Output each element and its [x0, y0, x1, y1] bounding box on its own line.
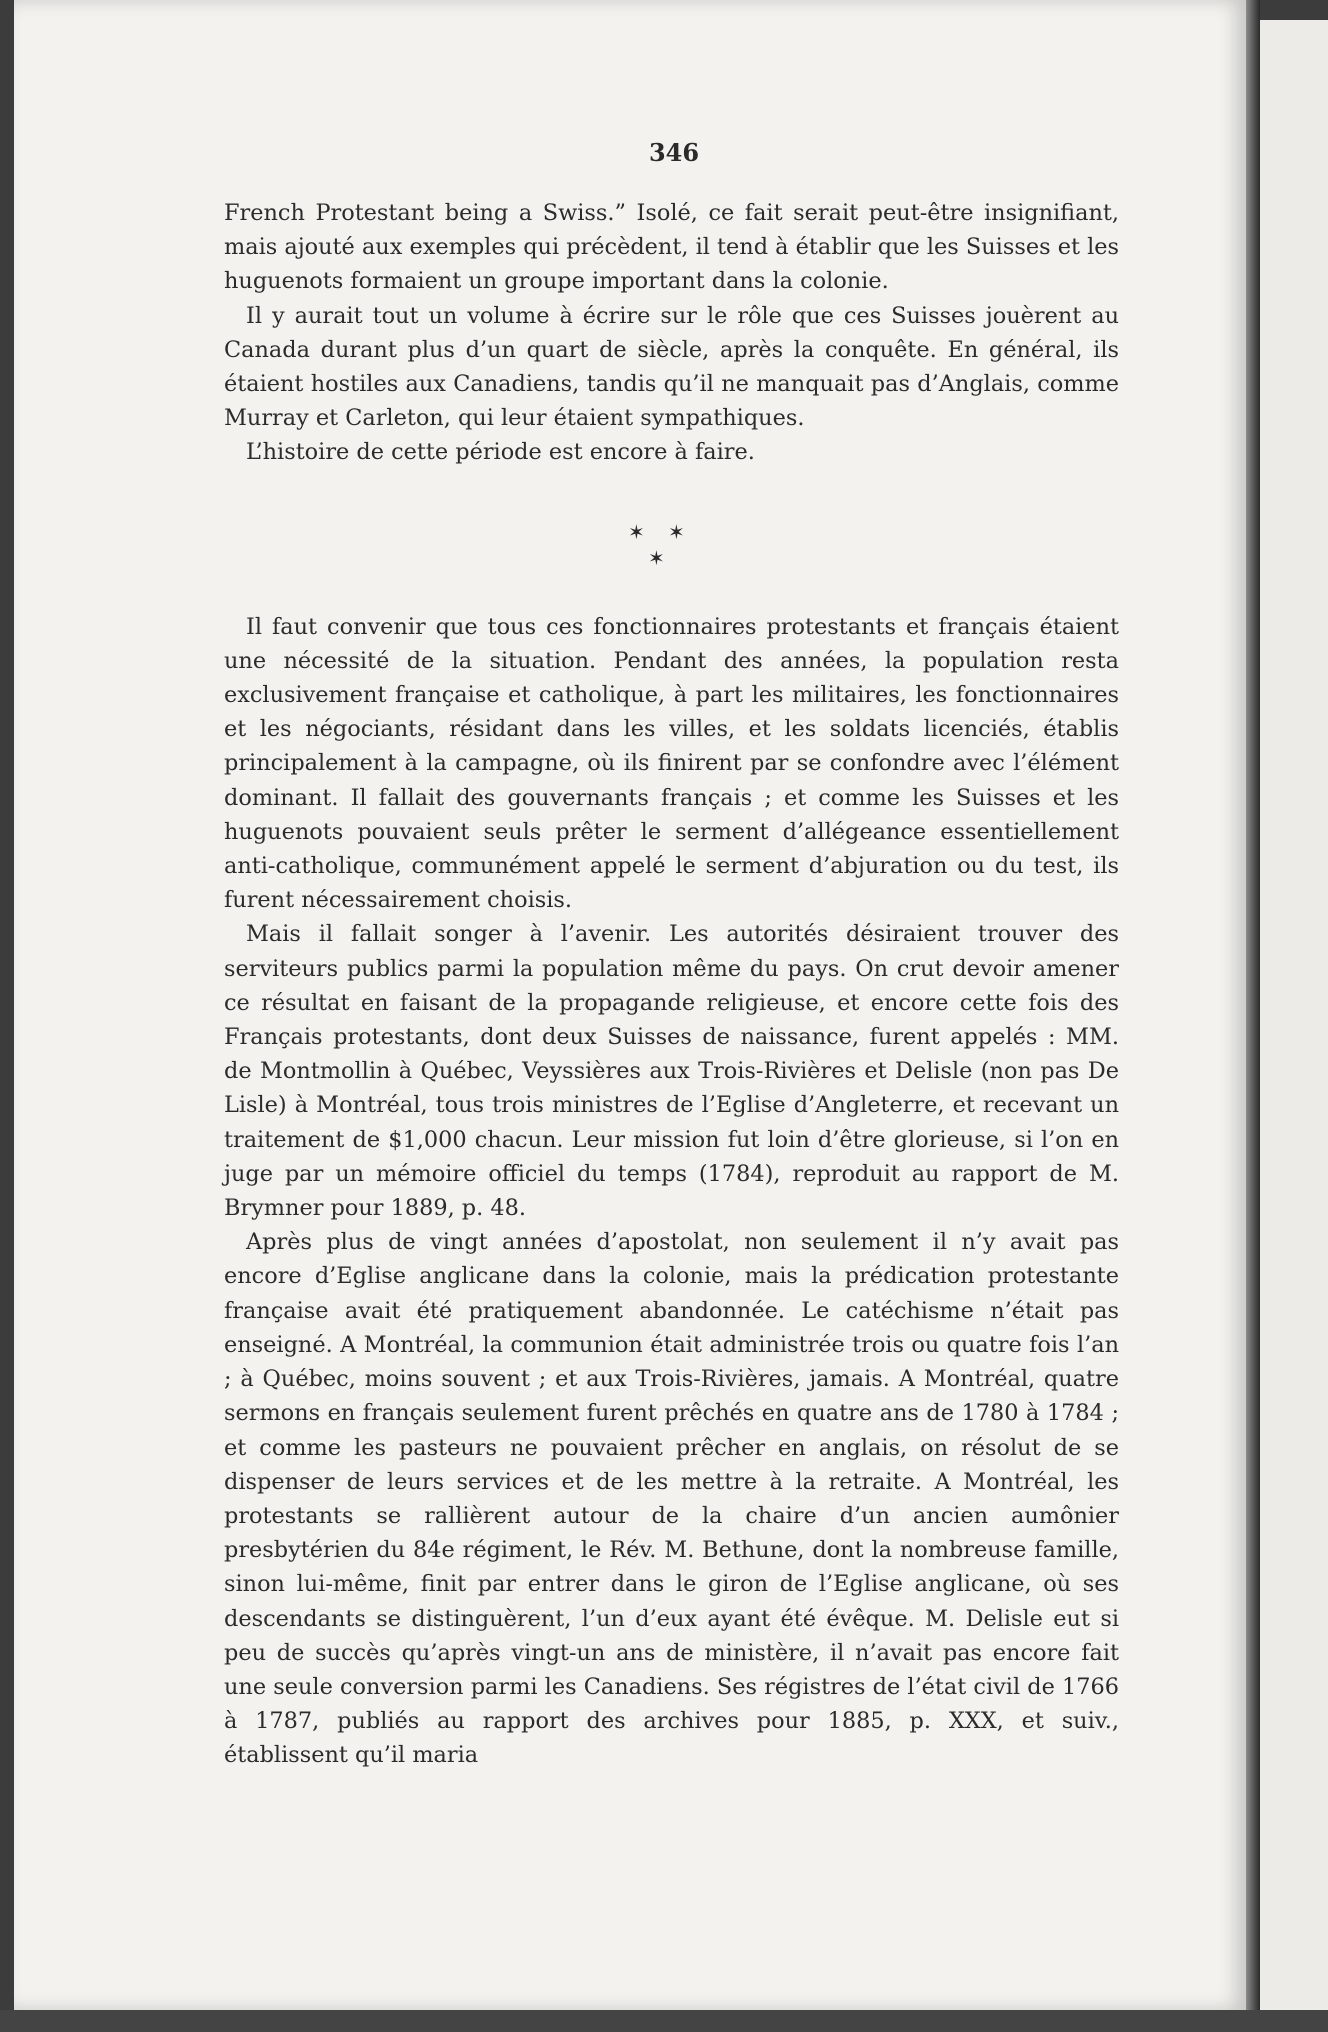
page-edge-shadow — [1246, 0, 1260, 2010]
paragraph: Après plus de vingt années d’apostolat, non seulement il n’y avait pas encore d’Eglise anglicane dans la colonie, mais la prédication protestante française avait été pratiquement abandonnée. Le catéchisme n’était pas enseigné. A Montréal, la communion était administrée trois ou quatre fois l’an ; à Québec, moins souvent ; et aux Trois-Rivières, jamais. A Montréal, quatre sermons en français seulement furent prêchés en quatre ans de 1780 à 1784 ; et comme les pasteurs ne pouvaient prêcher en anglais, on résolut de se dispenser de leurs services et de les mettre à la retraite. A Montréal, les protestants se rallièrent autour de la chaire d’un ancien aumônier presbytérien du 84e régiment, le Rév. M. Bethune, dont la nombreuse famille, sinon lui-même, finit par entrer dans le giron de l’Eglise anglicane, où ses descendants se distinguèrent, l’un d’eux ayant été évêque. M. Delisle eut si peu de succès qu’après vingt-un ans de ministère, il n’avait pas encore fait une seule conversion parmi les Canadiens. Ses régistres de l’état civil de 1766 à 1787, publiés au rapport des archives pour 1885, p. XXX, et suiv., établissent qu’il maria — [224, 1229, 1119, 1769]
paragraph: Il faut convenir que tous ces fonctionnaires protestants et français étaient une nécessité de la situation. Pendant des années, la population resta exclusivement française et catholique, à part les militaires, les fonctionnaires et les négociants, résidant dans les villes, et les soldats licenciés, établis principalement à la campagne, où ils finirent par se confondre avec l’élément dominant. Il fallait des gouvernants français ; et comme les Suisses et les huguenots pouvaient seuls prêter le serment d’allégeance essentiellement anti-catholique, communément appelé le serment d’abjuration ou du test, ils furent nécessairement choisis. — [224, 613, 1119, 914]
book-page — [14, 0, 1246, 2010]
paragraph: French Protestant being a Swiss.” Isolé, ce fait serait peut-être insignifiant, mais ajouté aux exemples qui précèdent, il tend à établir que les Suisses et les huguenots formaient un groupe important dans la colonie. — [224, 200, 1119, 295]
asterism-ornament — [224, 470, 1119, 610]
paragraph: Mais il fallait songer à l’avenir. Les autorités désiraient trouver des serviteurs publics parmi la population même du pays. On crut devoir amener ce résultat en faisant de la propagande religieuse, et encore cette fois des Français protestants, dont deux Suisses de naissance, furent appelés : MM. de Montmollin à Québec, Veyssières aux Trois-Rivières et Delisle (non pas De Lisle) à Montréal, tous trois ministres de l’Eglise d’Angleterre, et recevant un traitement de $1,000 chacun. Leur mission fut loin d’être glorieuse, si l’on en juge par un mémoire officiel du temps (1784), reproduit au rapport de M. Brymner pour 1889, p. 48. — [224, 921, 1119, 1222]
bottom-shadow — [0, 2010, 1328, 2032]
page-number: 346 — [648, 138, 700, 167]
asterisk-icon: ✶ — [648, 545, 665, 570]
asterisk-icon: ✶ — [668, 519, 685, 544]
body-text — [224, 196, 1119, 1773]
paragraph: L’histoire de cette période est encore à faire. — [246, 439, 755, 466]
adjacent-page — [1260, 20, 1328, 2020]
paragraph: Il y aurait tout un volume à écrire sur le rôle que ces Suisses jouèrent au Canada durant plus d’un quart de siècle, après la conquête. En général, ils étaient hostiles aux Canadiens, tandis qu’il ne manquait pas d’Anglais, comme Murray et Carleton, qui leur étaient sympathiques. — [224, 302, 1119, 432]
asterisk-icon: ✶ — [628, 519, 645, 544]
